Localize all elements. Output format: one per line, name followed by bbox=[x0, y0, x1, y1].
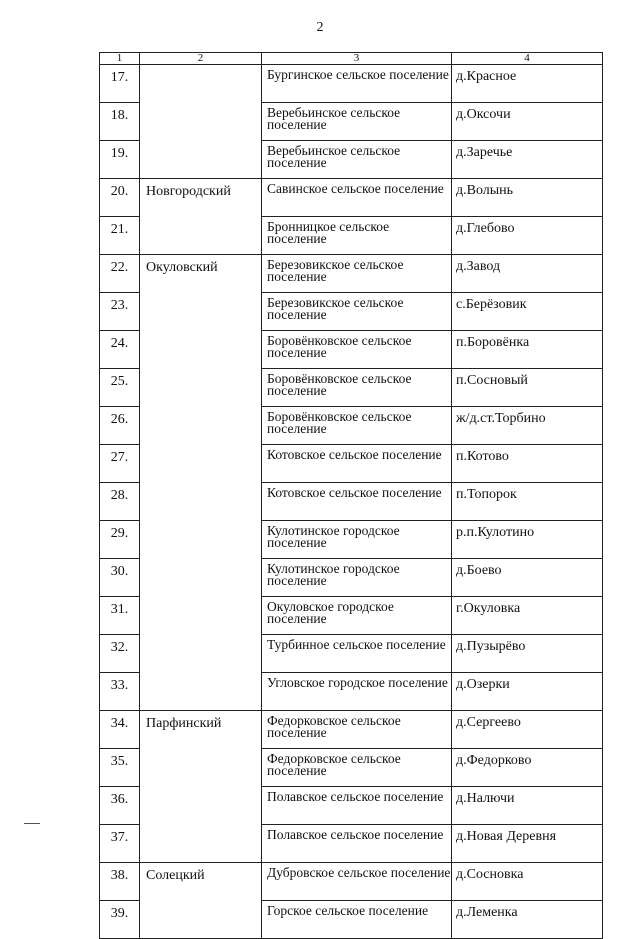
settlement-cell: Кулотинское городское поселение bbox=[262, 521, 452, 559]
row-number: 30. bbox=[100, 559, 140, 597]
village-cell: д.Пузырёво bbox=[452, 635, 603, 673]
village-cell: р.п.Кулотино bbox=[452, 521, 603, 559]
settlement-cell: Угловское городское поселение bbox=[262, 673, 452, 711]
settlement-cell: Кулотинское городское поселение bbox=[262, 559, 452, 597]
column-number-1: 1 bbox=[100, 53, 140, 65]
village-cell: д.Завод bbox=[452, 255, 603, 293]
village-cell: п.Сосновый bbox=[452, 369, 603, 407]
village-cell: д.Леменка bbox=[452, 901, 603, 939]
settlement-cell: Бронницкое сельское поселение bbox=[262, 217, 452, 255]
row-number: 38. bbox=[100, 863, 140, 901]
district-cell: Новгородский bbox=[140, 179, 262, 255]
settlement-cell: Березовикское сельское поселение bbox=[262, 293, 452, 331]
column-number-row bbox=[100, 53, 603, 65]
row-number: 32. bbox=[100, 635, 140, 673]
village-cell: с.Берёзовик bbox=[452, 293, 603, 331]
settlement-cell: Веребьинское сельское поселение bbox=[262, 103, 452, 141]
settlement-cell: Боровёнковское сельское поселение bbox=[262, 369, 452, 407]
row-number: 24. bbox=[100, 331, 140, 369]
settlement-cell: Веребьинское сельское поселение bbox=[262, 141, 452, 179]
settlement-cell: Савинское сельское поселение bbox=[262, 179, 452, 217]
page-number: 2 bbox=[316, 20, 324, 35]
row-number: 27. bbox=[100, 445, 140, 483]
village-cell: д.Красное bbox=[452, 65, 603, 103]
row-number: 39. bbox=[100, 901, 140, 939]
settlement-cell: Турбинное сельское поселение bbox=[262, 635, 452, 673]
row-number: 19. bbox=[100, 141, 140, 179]
settlement-cell: Дубровское сельское поселение bbox=[262, 863, 452, 901]
row-number: 29. bbox=[100, 521, 140, 559]
row-number: 26. bbox=[100, 407, 140, 445]
row-number: 21. bbox=[100, 217, 140, 255]
village-cell: д.Новая Деревня bbox=[452, 825, 603, 863]
row-number: 17. bbox=[100, 65, 140, 103]
row-number: 33. bbox=[100, 673, 140, 711]
settlement-cell: Боровёнковское сельское поселение bbox=[262, 407, 452, 445]
column-number-2: 2 bbox=[140, 53, 262, 65]
settlement-cell: Горское сельское поселение bbox=[262, 901, 452, 939]
village-cell: д.Налючи bbox=[452, 787, 603, 825]
row-number: 31. bbox=[100, 597, 140, 635]
settlement-cell: Полавское сельское поселение bbox=[262, 787, 452, 825]
settlement-cell: Березовикское сельское поселение bbox=[262, 255, 452, 293]
settlement-cell: Боровёнковское сельское поселение bbox=[262, 331, 452, 369]
village-cell: д.Волынь bbox=[452, 179, 603, 217]
column-number-4: 4 bbox=[452, 53, 603, 65]
village-cell: д.Боево bbox=[452, 559, 603, 597]
village-cell: п.Котово bbox=[452, 445, 603, 483]
village-cell: ж/д.ст.Торбино bbox=[452, 407, 603, 445]
settlements-table bbox=[99, 52, 603, 939]
village-cell: д.Глебово bbox=[452, 217, 603, 255]
village-cell: д.Оксочи bbox=[452, 103, 603, 141]
settlement-cell: Окуловское городское поселение bbox=[262, 597, 452, 635]
settlement-cell: Федорковское сельское поселение bbox=[262, 711, 452, 749]
row-number: 25. bbox=[100, 369, 140, 407]
settlement-cell: Бургинское сельское поселение bbox=[262, 65, 452, 103]
column-number-3: 3 bbox=[262, 53, 452, 65]
village-cell: д.Федорково bbox=[452, 749, 603, 787]
table-row bbox=[100, 179, 603, 217]
table-row bbox=[100, 65, 603, 103]
district-cell: Солецкий bbox=[140, 863, 262, 939]
row-number: 18. bbox=[100, 103, 140, 141]
table-row bbox=[100, 255, 603, 293]
district-cell: Окуловский bbox=[140, 255, 262, 711]
village-cell: г.Окуловка bbox=[452, 597, 603, 635]
village-cell: п.Топорок bbox=[452, 483, 603, 521]
district-cell: Парфинский bbox=[140, 711, 262, 863]
table-row bbox=[100, 863, 603, 901]
margin-mark bbox=[24, 823, 40, 824]
row-number: 23. bbox=[100, 293, 140, 331]
row-number: 34. bbox=[100, 711, 140, 749]
settlement-cell: Федорковское сельское поселение bbox=[262, 749, 452, 787]
row-number: 37. bbox=[100, 825, 140, 863]
row-number: 22. bbox=[100, 255, 140, 293]
row-number: 35. bbox=[100, 749, 140, 787]
row-number: 20. bbox=[100, 179, 140, 217]
village-cell: п.Боровёнка bbox=[452, 331, 603, 369]
table-row bbox=[100, 711, 603, 749]
row-number: 36. bbox=[100, 787, 140, 825]
village-cell: д.Озерки bbox=[452, 673, 603, 711]
village-cell: д.Сергеево bbox=[452, 711, 603, 749]
district-cell bbox=[140, 65, 262, 179]
village-cell: д.Сосновка bbox=[452, 863, 603, 901]
settlement-cell: Котовское сельское поселение bbox=[262, 483, 452, 521]
row-number: 28. bbox=[100, 483, 140, 521]
settlement-cell: Полавское сельское поселение bbox=[262, 825, 452, 863]
village-cell: д.Заречье bbox=[452, 141, 603, 179]
settlement-cell: Котовское сельское поселение bbox=[262, 445, 452, 483]
